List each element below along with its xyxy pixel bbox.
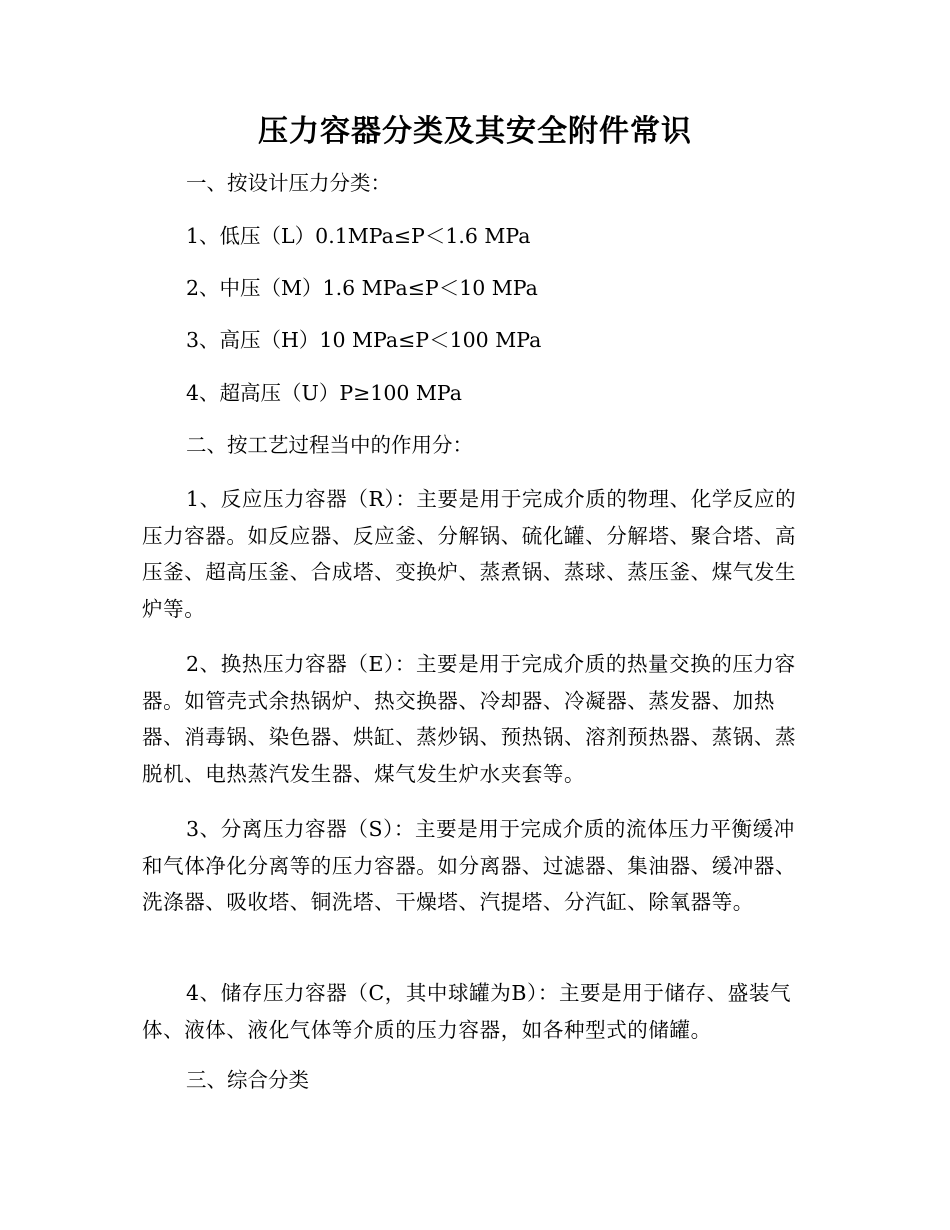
paragraph-heat-exchange-vessel: 2、换热压力容器（E）：主要是用于完成介质的热量交换的压力容器。如管壳式余热锅炉、热交换器、冷却器、冷凝器、蒸发器、加热器、消毒锅、染色器、烘缸、蒸炒锅、预热锅、溶剂预热器、蒸锅、蒸脱机、电热蒸汽发生器、煤气发生炉水夹套等。 — [142, 652, 797, 786]
paragraph-separation-vessel: 3、分离压力容器（S）：主要是用于完成介质的流体压力平衡缓冲和气体净化分离等的压力容器。如分离器、过滤器、集油器、缓冲器、洗涤器、吸收塔、铜洗塔、干燥塔、汽提塔、分汽缸、除氧器等。 — [142, 817, 797, 914]
section-heading-combined: 三、综合分类 — [186, 1068, 309, 1092]
pressure-item-medium: 2、中压（M）1.6 MPa≤P＜10 MPa — [186, 276, 538, 300]
document-title: 压力容器分类及其安全附件常识 — [258, 114, 692, 149]
section-heading-process: 二、按工艺过程当中的作用分： — [186, 433, 473, 457]
pressure-item-high: 3、高压（H）10 MPa≤P＜100 MPa — [186, 328, 542, 352]
section-heading-pressure: 一、按设计压力分类： — [186, 171, 391, 195]
pressure-item-ultra-high: 4、超高压（U）P≥100 MPa — [186, 381, 463, 405]
pressure-item-low: 1、低压（L）0.1MPa≤P＜1.6 MPa — [186, 224, 531, 248]
paragraph-storage-vessel: 4、储存压力容器（C，其中球罐为B）：主要是用于储存、盛装气体、液体、液化气体等介质的压力容器，如各种型式的储罐。 — [142, 981, 792, 1042]
paragraph-reaction-vessel: 1、反应压力容器（R）：主要是用于完成介质的物理、化学反应的压力容器。如反应器、反应釜、分解锅、硫化罐、分解塔、聚合塔、高压釜、超高压釜、合成塔、变换炉、蒸煮锅、蒸球、蒸压釜、煤气发生炉等。 — [142, 487, 797, 621]
